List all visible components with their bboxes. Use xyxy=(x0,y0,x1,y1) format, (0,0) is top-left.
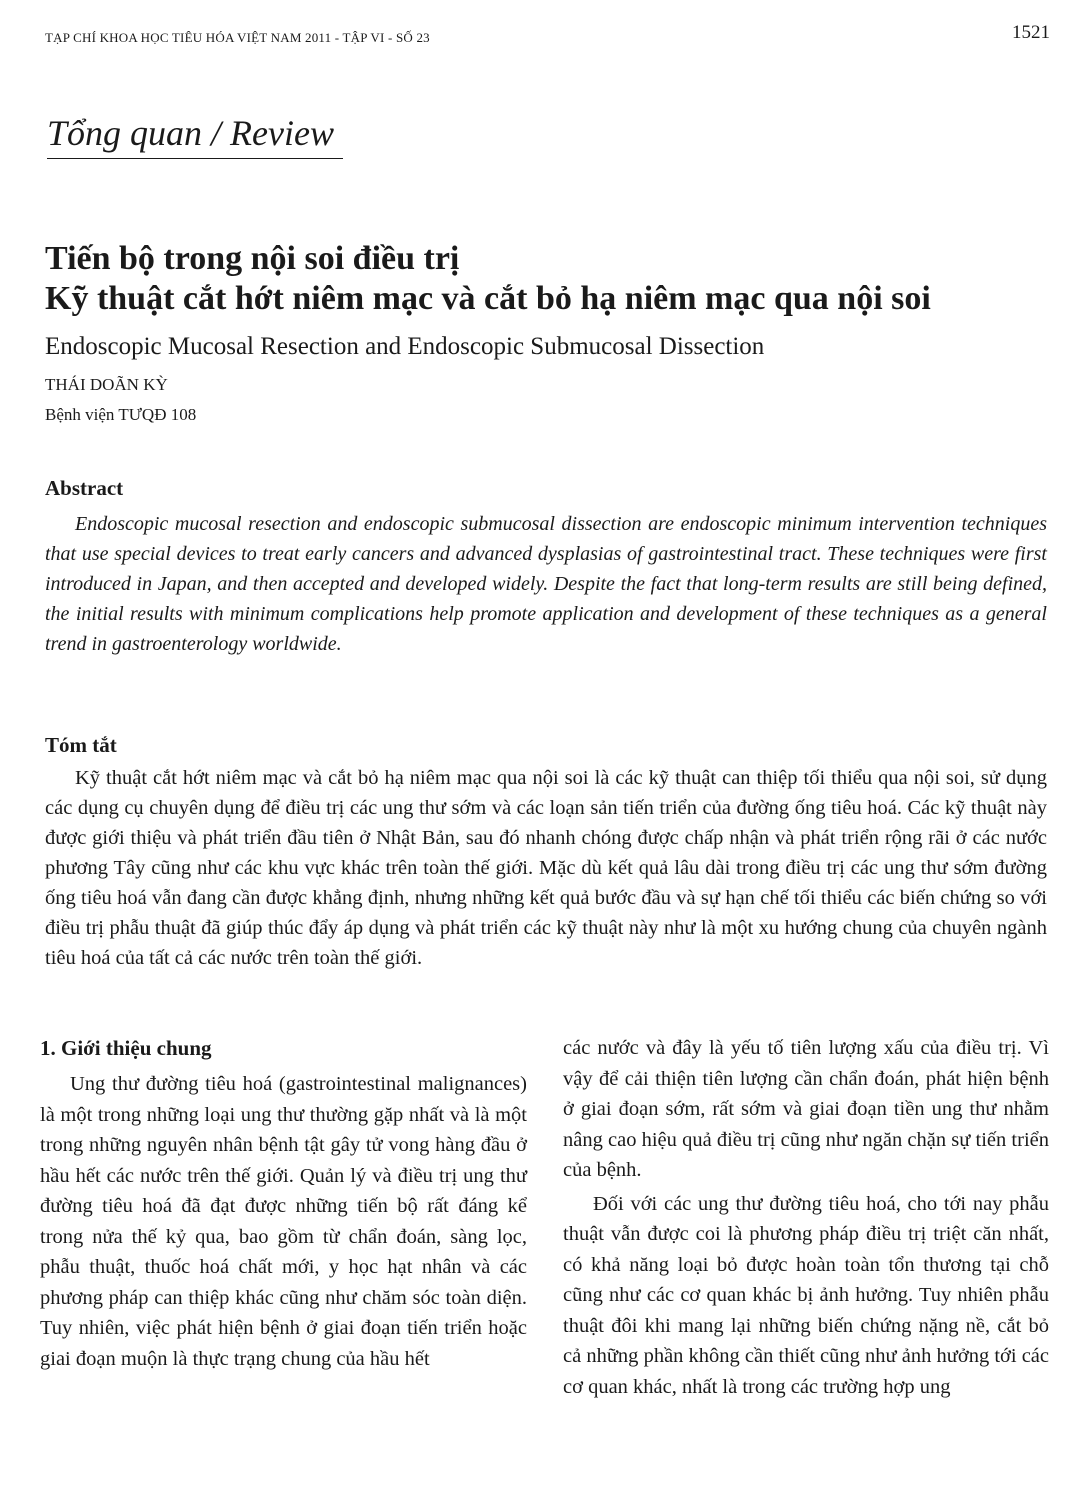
summary-body: Kỹ thuật cắt hớt niêm mạc và cắt bỏ hạ niêm mạc qua nội soi là các kỹ thuật can thiệp tối thiểu qua nội soi, sử dụng các dụng cụ chuyên dụng để điều trị các ung thư sớm và các loạn sản tiến triển của đường ống tiêu hoá. Các kỹ thuật này được giới thiệu và phát triển đầu tiên ở Nhật Bản, sau đó nhanh chóng được chấp nhận và phát triển rộng rãi ở các nước phương Tây cũng như các khu vực khác trên toàn thế giới. Mặc dù kết quả lâu dài trong điều trị các ung thư sớm đường ống tiêu hoá vẫn đang cần được khẳng định, nhưng những kết quả bước đầu và sự hạn chế tối thiểu các biến chứng so với điều trị phẫu thuật đã giúp thúc đẩy áp dụng và phát triển các kỹ thuật này như là một xu hướng chung của chuyên ngành tiêu hoá của tất cả các nước trên toàn thế giới. xyxy=(45,767,1047,969)
article-title-line-2: Kỹ thuật cắt hớt niêm mạc và cắt bỏ hạ niêm mạc qua nội soi xyxy=(45,280,931,317)
right-column xyxy=(563,1033,1049,1402)
section-1-heading: 1. Giới thiệu chung xyxy=(40,1036,212,1060)
article-title-line-1: Tiến bộ trong nội soi điều trị xyxy=(45,240,460,277)
section-label: Tổng quan / Review xyxy=(47,112,343,159)
page-number: 1521 xyxy=(1012,22,1050,43)
summary-heading: Tóm tắt xyxy=(45,733,117,757)
abstract-heading: Abstract xyxy=(45,476,124,500)
journal-header: TẠP CHÍ KHOA HỌC TIÊU HÓA VIỆT NAM 2011 - TẬP VI - SỐ 23 xyxy=(45,30,430,45)
section-1-paragraph-1: Ung thư đường tiêu hoá (gastrointestinal malignances) là một trong những loại ung thư thường gặp nhất và là một trong những nguyên nhân bệnh tật gây tử vong hàng đầu ở hầu hết các nước trên thế giới. Quản lý và điều trị ung thư đường tiêu hoá đã đạt được những tiến bộ rất đáng kể trong nửa thế kỷ qua, bao gồm từ chẩn đoán, sàng lọc, phẫu thuật, thuốc hoá chất mới, y học hạt nhân và các phương pháp can thiệp khác cũng như chăm sóc toàn diện. Tuy nhiên, việc phát hiện bệnh ở giai đoạn tiến triển hoặc giai đoạn muộn là thực trạng chung của hầu hết xyxy=(40,1073,527,1370)
article-title-english: Endoscopic Mucosal Resection and Endoscopic Submucosal Dissection xyxy=(45,333,765,360)
section-1-paragraph-2: Đối với các ung thư đường tiêu hoá, cho tới nay phẫu thuật vẫn được coi là phương pháp điều trị triệt căn nhất, có khả năng loại bỏ được hoàn toàn tổn thương tại chỗ cũng như các cơ quan khác bị ảnh hưởng. Tuy nhiên phẫu thuật đôi khi mang lại những biến chứng nặng nề, cắt bỏ cả những phần không cần thiết cũng như ảnh hưởng tới các cơ quan khác, nhất là trong các trường hợp ung xyxy=(563,1192,1049,1398)
abstract-body: Endoscopic mucosal resection and endoscopic submucosal dissection are endoscopic minimum intervention techniques that use special devices to treat early cancers and advanced dysplasias of gastrointestinal tract. These techniques were first introduced in Japan, and then accepted and developed widely. Despite the fact that long-term results are still being defined, the initial results with minimum complications help promote application and development of these techniques as a general trend in gastroenterology worldwide. xyxy=(45,513,1047,655)
author-name: THÁI DOÃN KỲ xyxy=(45,375,168,394)
section-1-paragraph-1-continued: các nước và đây là yếu tố tiên lượng xấu của điều trị. Vì vậy để cải thiện tiên lượng cần chẩn đoán, phát hiện bệnh ở giai đoạn sớm, rất sớm và giai đoạn tiền ung thư nhằm nâng cao hiệu quả điều trị cũng như ngăn chặn sự tiến triển của bệnh. xyxy=(563,1037,1049,1181)
author-affiliation: Bệnh viện TƯQĐ 108 xyxy=(45,405,197,424)
left-column xyxy=(40,1033,527,1374)
